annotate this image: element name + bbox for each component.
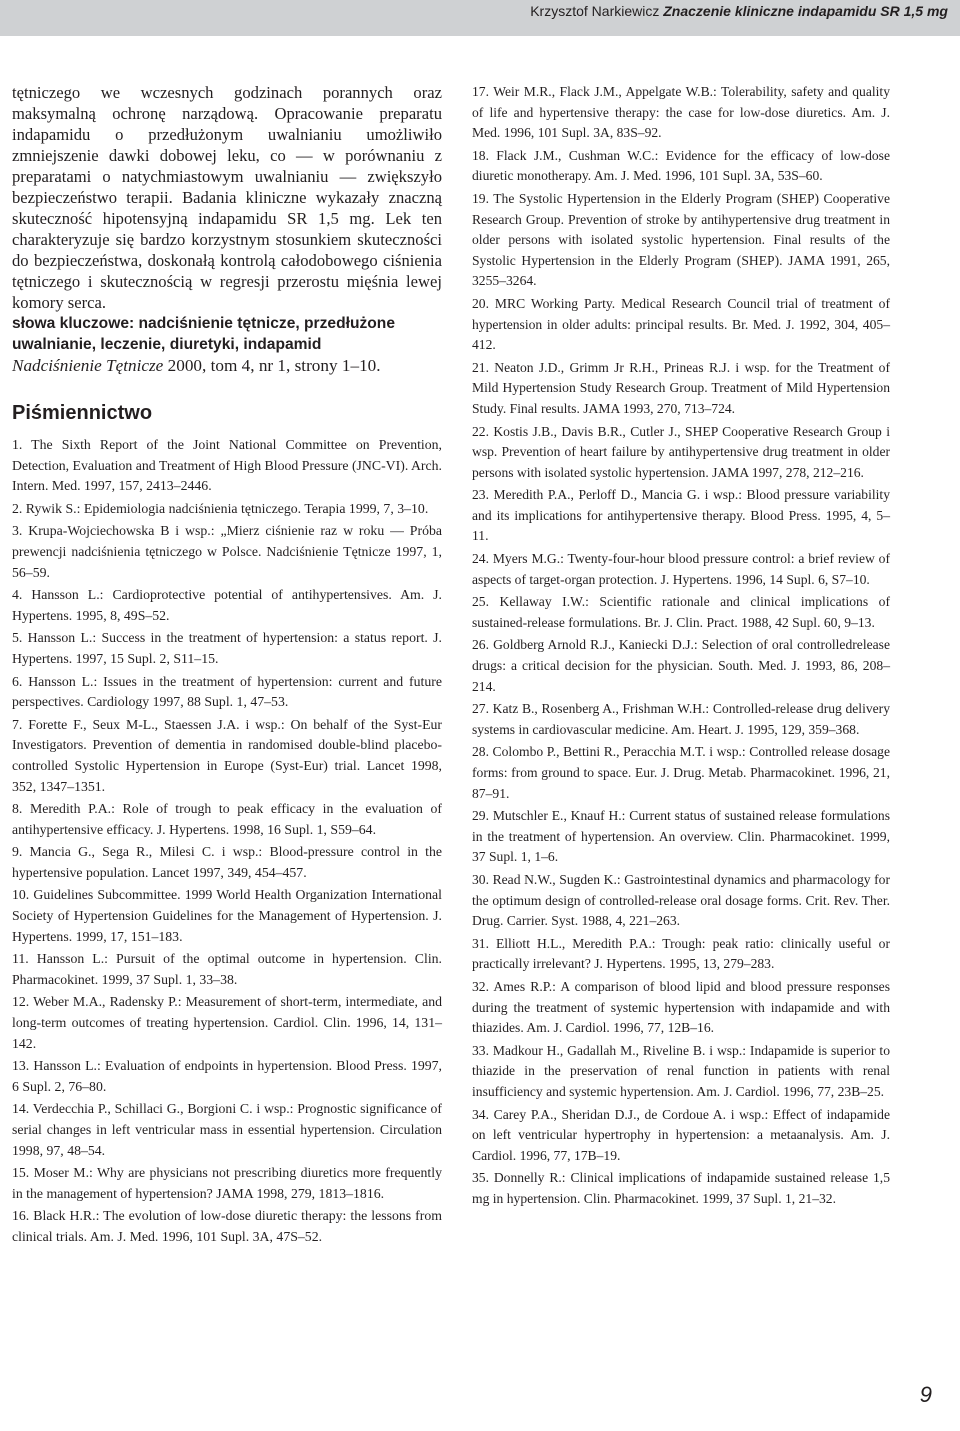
references-list-right — [472, 82, 890, 1209]
page-number: 9 — [919, 1382, 932, 1407]
reference-item: 9. Mancia G., Sega R., Milesi C. i wsp.: Blood-pressure control in the hypertensive population. Lancet 1997, 349, 454–457. — [12, 844, 442, 880]
header-title: Znaczenie kliniczne indapamidu SR 1,5 mg — [663, 3, 948, 19]
keywords: słowa kluczowe: nadciśnienie tętnicze, przedłużone uwalnianie, leczenie, diuretyki, indapamid — [12, 315, 395, 353]
reference-item: 29. Mutschler E., Knauf H.: Current status of sustained release formulations in the treatment of hypertension. An overview. Clin. Pharmacokinet. 1999, 37 Supl. 1, 1–6. — [472, 808, 890, 865]
reference-item: 16. Black H.R.: The evolution of low-dose diuretic therapy: the lessons from clinical trials. Am. J. Med. 1996, 101 Supl. 3A, 47S–52. — [12, 1208, 442, 1244]
reference-item: 31. Elliott H.L., Meredith P.A.: Trough: peak ratio: clinically useful or practically irrelevant? J. Hypertens. 1995, 13, 279–283. — [472, 935, 890, 972]
reference-item: 5. Hansson L.: Success in the treatment of hypertension: a status report. J. Hypertens. 1997, 15 Supl. 2, S11–15. — [12, 630, 442, 666]
reference-item: 15. Moser M.: Why are physicians not prescribing diuretics more frequently in the management of hypertension? JAMA 1998, 279, 1813–1816. — [12, 1165, 442, 1201]
reference-item: 23. Meredith P.A., Perloff D., Mancia G. i wsp.: Blood pressure variability and its implications for antihypertensive therapy. Blood Press. 1995, 4, 5–11. — [472, 487, 890, 544]
reference-item: 1. The Sixth Report of the Joint National Committee on Prevention, Detection, Evaluation and Treatment of High Blood Pressure (JNC-VI). Arch. Intern. Med. 1997, 157, 2413–2446. — [12, 437, 442, 494]
reference-item: 25. Kellaway I.W.: Scientific rationale and clinical implications of sustained-release formulations. Br. J. Clin. Pract. 1988, 42 Supl. 60, 9–13. — [472, 594, 890, 630]
citation — [12, 355, 442, 377]
running-header-text — [530, 3, 948, 19]
references-list-left — [12, 435, 442, 1248]
reference-item: 3. Krupa-Wojciechowska B i wsp.: „Mierz ciśnienie raz w roku — Próba prewencji nadciśnienia tętniczego w Polsce. Nadciśnienie Tętnicze 1997, 1, 56–59. — [12, 523, 442, 580]
reference-item: 33. Madkour H., Gadallah M., Riveline B. i wsp.: Indapamide is superior to thiazide in the preservation of renal function in patients with renal insufficiency and systemic hypertension. Am. J. Cardiol. 1996, 77, 23B–25. — [472, 1042, 890, 1099]
reference-item: 35. Donnelly R.: Clinical implications of indapamide sustained release 1,5 mg in hypertension. Clin. Pharmacokinet. 1999, 37 Supl. 1, 21–32. — [472, 1170, 890, 1206]
reference-item: 7. Forette F., Seux M-L., Staessen J.A. i wsp.: On behalf of the Syst-Eur Investigators. Prevention of dementia in randomised double-blind placebo-controlled Systolic Hypertension in Europe (Syst-Eur) trial. Lancet 1998, 352, 1347–1351. — [12, 716, 442, 794]
reference-item: 34. Carey P.A., Sheridan D.J., de Cordoue A. i wsp.: Effect of indapamide on left ventricular hypertrophy in hypertension: a metaanalysis. Am. J. Cardiol. 1996, 77, 17B–19. — [472, 1106, 890, 1163]
reference-item: 19. The Systolic Hypertension in the Elderly Program (SHEP) Cooperative Research Group. Prevention of stroke by antihypertensive drug treatment in older persons with isolated systolic hypertension. Final results of the Systolic Hypertension in the Elderly Program (SHEP). JAMA 1991, 265, 3255–3264. — [472, 190, 890, 289]
reference-item: 30. Read N.W., Sugden K.: Gastrointestinal dynamics and pharmacology for the optimum design of controlled-release oral dosage forms. Crit. Rev. Ther. Drug. Carrier. Syst. 1988, 4, 221–263. — [472, 871, 890, 929]
right-column — [472, 82, 890, 1211]
reference-item: 17. Weir M.R., Flack J.M., Appelgate W.B.: Tolerability, safety and quality of life and hypertensive therapy: the case for low-dose diuretics. Am. J. Med. 1996, 101 Supl. 3A, 83S–92. — [472, 84, 890, 141]
references-heading: Piśmiennictwo — [12, 402, 153, 424]
running-header — [0, 0, 960, 36]
reference-item: 22. Kostis J.B., Davis B.R., Cutler J., SHEP Cooperative Research Group i wsp. Prevention of heart failure by antihypertensive drug treatment in older persons with isolated systolic hypertension. JAMA 1997, 278, 212–216. — [472, 423, 890, 480]
header-author: Krzysztof Narkiewicz — [530, 3, 660, 19]
reference-item: 8. Meredith P.A.: Role of trough to peak efficacy in the evaluation of antihypertensive efficacy. J. Hypertens. 1998, 16 Supl. 1, S59–64. — [12, 801, 442, 837]
reference-item: 32. Ames R.P.: A comparison of blood lipid and blood pressure responses during the treatment of systemic hypertension with indapamide and with thiazides. Am. J. Cardiol. 1996, 77, 12B–16. — [472, 978, 890, 1036]
reference-item: 14. Verdecchia P., Schillaci G., Borgioni C. i wsp.: Prognostic significance of serial changes in left ventricular mass in essential hypertension. Circulation 1998, 97, 48–54. — [12, 1101, 442, 1158]
left-column — [12, 82, 442, 1250]
citation-journal: Nadciśnienie Tętnicze — [12, 356, 164, 375]
reference-item: 24. Myers M.G.: Twenty-four-hour blood pressure control: a brief review of aspects of target-organ protection. J. Hypertens. 1996, 14 Supl. 6, S7–10. — [472, 551, 890, 587]
reference-item: 13. Hansson L.: Evaluation of endpoints in hypertension. Blood Press. 1997, 6 Supl. 2, 76–80. — [12, 1058, 442, 1094]
reference-item: 6. Hansson L.: Issues in the treatment of hypertension: current and future perspectives. Cardiology 1997, 88 Supl. 1, 47–53. — [12, 673, 442, 710]
citation-details: 2000, tom 4, nr 1, strony 1–10. — [163, 356, 381, 375]
reference-item: 20. MRC Working Party. Medical Research Council trial of treatment of hypertension in older adults: principal results. Br. Med. J. 1992, 304, 405–412. — [472, 295, 890, 353]
reference-item: 28. Colombo P., Bettini R., Peracchia M.T. i wsp.: Controlled release dosage forms: from ground to space. Eur. J. Drug. Metab. Pharmacokinet. 1996, 21, 87–91. — [472, 744, 890, 801]
reference-item: 11. Hansson L.: Pursuit of the optimal outcome in hypertension. Clin. Pharmacokinet. 1999, 37 Supl. 1, 33–38. — [12, 951, 442, 987]
reference-item: 4. Hansson L.: Cardioprotective potential of antihypertensives. Am. J. Hypertens. 1995, 8, 49S–52. — [12, 587, 442, 623]
reference-item: 26. Goldberg Arnold R.J., Kaniecki D.J.: Selection of oral controlledrelease drugs: a critical decision for the physician. South. Med. J. 1993, 86, 208–214. — [472, 637, 890, 694]
reference-item: 21. Neaton J.D., Grimm Jr R.H., Prineas R.J. i wsp. for the Treatment of Mild Hypertension Study Research Group. Treatment of Mild Hypertension Study. Final results. JAMA 1993, 270, 713–724. — [472, 359, 890, 416]
reference-item: 12. Weber M.A., Radensky P.: Measurement of short-term, intermediate, and long-term outcomes of treating hypertension. Cardiol. Clin. 1996, 14, 131–142. — [12, 994, 442, 1051]
reference-item: 2. Rywik S.: Epidemiologia nadciśnienia tętniczego. Terapia 1999, 7, 3–10. — [12, 500, 429, 516]
reference-item: 18. Flack J.M., Cushman W.C.: Evidence for the efficacy of low-dose diuretic monotherapy. Am. J. Med. 1996, 101 Supl. 3A, 53S–60. — [472, 147, 890, 184]
reference-item: 10. Guidelines Subcommittee. 1999 World Health Organization International Society of Hypertension Guidelines for the Management of Hypertension. J. Hypertens. 1999, 17, 151–183. — [12, 887, 442, 944]
reference-item: 27. Katz B., Rosenberg A., Frishman W.H.: Controlled-release drug delivery systems in cardiovascular medicine. Am. Heart. J. 1995, 129, 359–368. — [472, 701, 890, 737]
abstract-text: tętniczego we wczesnych godzinach porannych oraz maksymalną ochronę narządową. Opracowanie preparatu indapamidu o przedłużonym uwalnianiu umożliwiło zmniejszenie dawki dobowej leku, co — w porównaniu z preparatami o natychmiastowym uwalnianiu — zwiększyło bezpieczeństwo terapii. Badania kliniczne wykazały znaczną skuteczność hipotensyjną indapamidu SR 1,5 mg. Lek ten charakteryzuje się bardzo korzystnym stosunkiem skuteczności do bezpieczeństwa, doskonałą kontrolą całodobowego ciśnienia tętniczego i skutecznością w regresji przerostu mięśnia lewej komory serca. — [12, 83, 442, 312]
